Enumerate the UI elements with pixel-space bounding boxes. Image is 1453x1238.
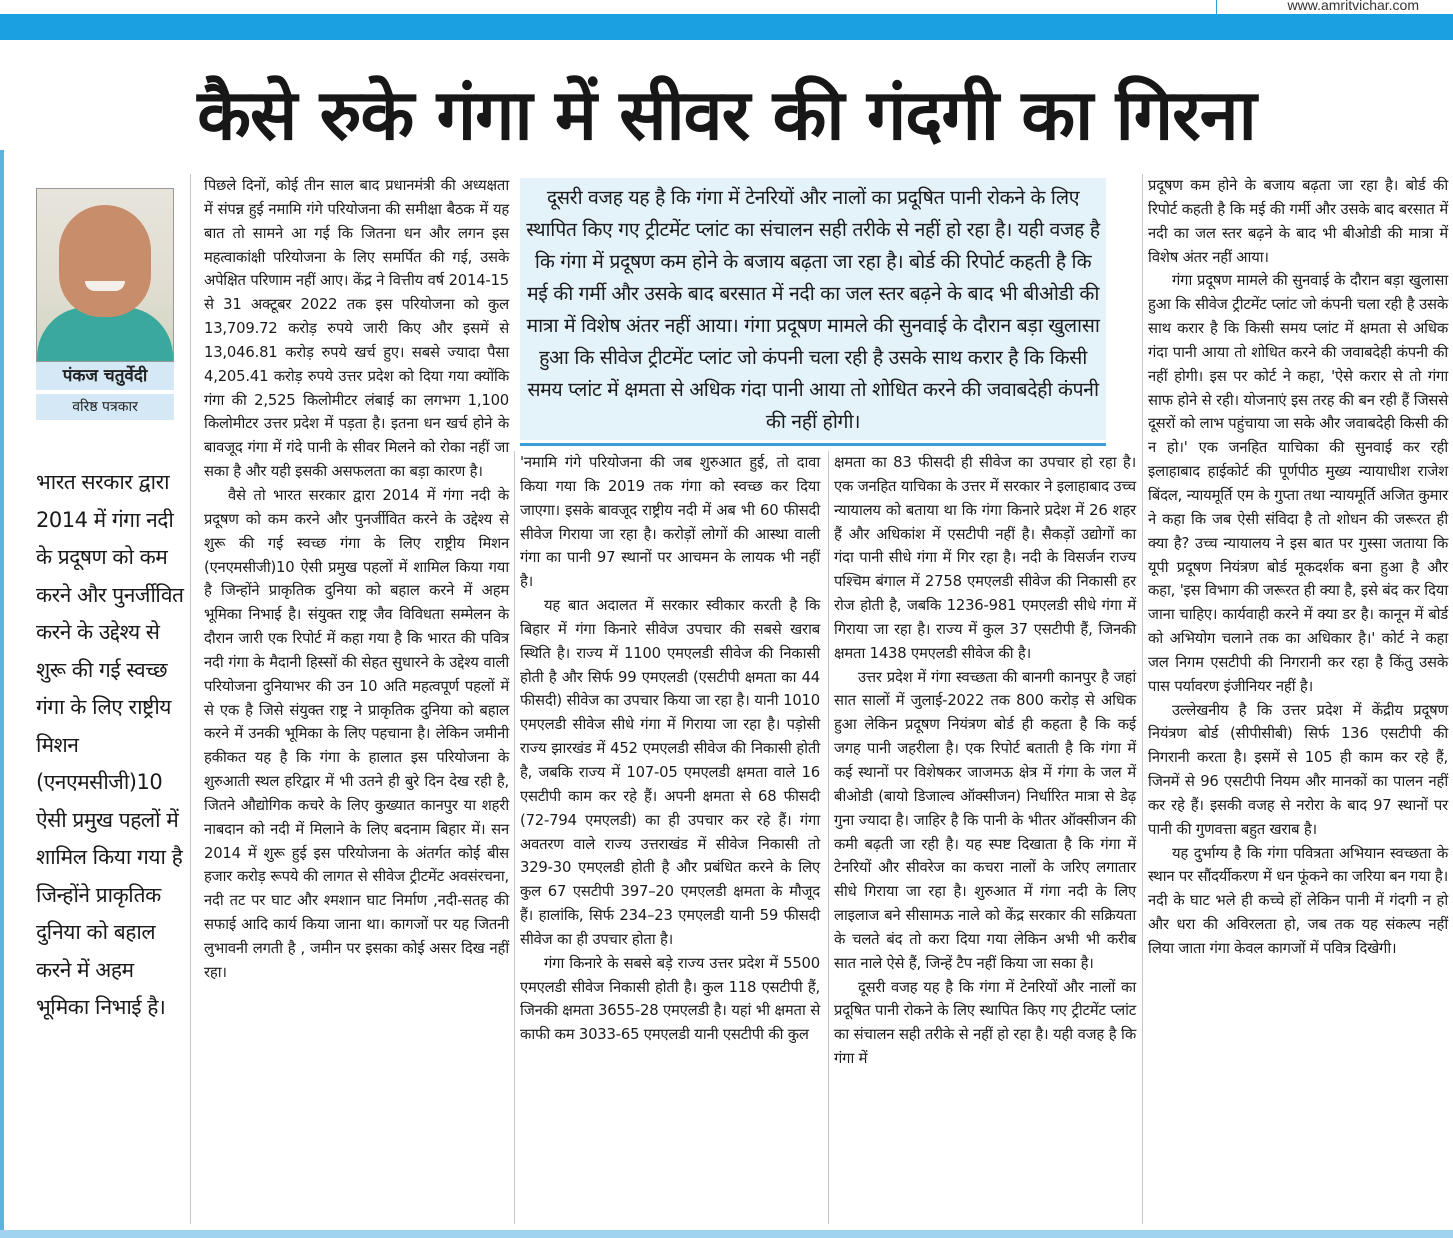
paragraph: वैसे तो भारत सरकार द्वारा 2014 में गंगा नदी के प्रदूषण को कम करने और पुनर्जीवित करने के उद्देश्य से शुरू की गई स्वच्छ गंगा के लिए राष्ट्रीय मिशन (एनएमसीजी)10 ऐसी प्रमुख पहलों में शामिल किया गया है जिन्होंने प्राकृतिक दुनिया को बहाल करने में अहम भूमिका निभाई है। संयुक्त राष्ट्र जैव विविधता सम्मेलन के दौरान जारी एक रिपोर्ट में कहा गया है कि भारत की पवित्र नदी गंगा के मैदानी हिस्सों की सेहत सुधारने के उद्देश्य वाली परियोजना दुनियाभर की उन 10 अति महत्वपूर्ण पहलों में से एक है जिसे संयुक्त राष्ट्र ने प्राकृतिक दुनिया को बहाल करने में उनकी भूमिका के लिए पहचाना है। लेकिन जमीनी हकीकत यह है कि गंगा के हालात इस परियोजना के शुरुआती स्थल हरिद्वार में भी उतने ही बुरे दिन देख रही है, जितने औद्योगिक कचरे के लिए कुख्यात कानपुर या शहरी नाबदान को नदी में मिलाने के लिए बदनाम बिहार में। सन 2014 में शुरू हुई इस परियोजना के अंतर्गत कोई बीस हजार करोड़ रूपये की लागत से सीवेज ट्रीटमेंट अवसंरचना, नदी तट पर घाट और श्मशान घाट निर्माण ,नदी-सतह की सफाई आदि कार्य किया जाना था। कागजों पर यह जितनी लुभावनी लगती है , जमीन पर इसका कोई असर दिख नहीं रहा। bbox=[204, 486, 509, 981]
site-url[interactable]: www.amritvichar.com bbox=[1287, 0, 1419, 13]
paragraph: यह दुर्भाग्य है कि गंगा पवित्रता अभियान स्वच्छता के स्थान पर सौंदर्यीकरण में धन फूंकने का जरिया बन गया है। नदी के घाट भले ही कच्चे हों लेकिन पानी में गंदगी न हो और धरा की अविरलता हो, जब तक यह संकल्प नहीं लिया जाता गंगा केवल कागजों में पवित्र दिखेगी। bbox=[1148, 844, 1448, 957]
column-divider bbox=[1142, 174, 1143, 1224]
paragraph: पिछले दिनों, कोई तीन साल बाद प्रधानमंत्री की अध्यक्षता में संपन्न हुई नमामि गंगे परियोजना की समीक्षा बैठक में यह बात तो सामने आ गई कि जितना धन और लगन इस महत्वाकांक्षी परियोजना के लिए समर्पित की गई, उसके अपेक्षित परिणाम नहीं आए। केंद्र ने वित्तीय वर्ष 2014-15 से 31 अक्टूबर 2022 तक इस परियोजना को कुल 13,709.72 करोड़ रुपये जारी किए और इसमें से 13,046.81 करोड़ रुपये खर्च हुए। सबसे ज्यादा पैसा 4,205.41 करोड़ रुपये उत्तर प्रदेश को दिया गया क्योंकि गंगा की 2,525 किलोमीटर लंबाई का लगभग 1,100 किलोमीटर उत्तर प्रदेश में पड़ता है। इतना धन खर्च होने के बावजूद गंगा में गंदे पानी के सीवर मिलने को रोका नहीं जा सका है और यही इसकी असफलता का बड़ा कारण है। bbox=[204, 177, 509, 481]
paragraph: 'नमामि गंगे परियोजना की जब शुरुआत हुई, तो दावा किया गया कि 2019 तक गंगा को स्वच्छ कर दिया जाएगा। इसके बावजूद राष्ट्रीय नदी में अब भी 60 फीसदी सीवेज गिराया जा रहा है। करोड़ों लोगों की आस्था वाली गंगा का पानी 97 स्थानों पर आचमन के लायक भी नहीं है। bbox=[520, 454, 820, 591]
footer-band bbox=[0, 1230, 1453, 1238]
column-divider bbox=[828, 451, 829, 1224]
column-divider bbox=[514, 451, 515, 1224]
page-edge-strip bbox=[0, 150, 4, 1238]
article-column-2 bbox=[520, 451, 820, 1047]
paragraph: गंगा प्रदूषण मामले की सुनवाई के दौरान बड़ा खुलासा हुआ कि सीवेज ट्रीटमेंट प्लांट जो कंपनी चला रही है उसके साथ करार है कि किसी समय प्लांट में क्षमता से अधिक गंदा पानी आया तो शोधित करने की जवाबदेही कंपनी की नहीं होगी। इस पर कोर्ट ने कहा, 'ऐसे करार से तो गंगा साफ होने से रही। योजनाएं इस तरह की बन रही हैं जिससे दूसरों को लाभ पहुंचाया जा सके और जवाबदेही किसी की न हो।' एक जनहित याचिका की सुनवाई कर रही इलाहाबाद हाईकोर्ट की पूर्णपीठ मुख्य न्यायाधीश राजेश बिंदल, न्यायमूर्ति एम के गुप्ता तथा न्यायमूर्ति अजित कुमार ने कहा कि जब ऐसी संविदा है तो शोधन की जरूरत ही क्या है? उच्च न्यायालय ने इस बात पर गुस्सा जताया कि यूपी प्रदूषण नियंत्रण बोर्ड मूकदर्शक बना हुआ है और कहा, 'इस विभाग की जरूरत ही क्या है, इसे बंद कर दिया जाना चाहिए। कार्यवाही करने में क्या डर है। कानून में बोर्ड को अभियोग चलाने तक का अधिकार है।' कोर्ट ने कहा जल निगम एसटीपी की निगरानी कर रहा है किंतु उसके पास पर्यावरण इंजीनियर नहीं है। bbox=[1148, 272, 1448, 695]
article-column-1 bbox=[204, 174, 509, 985]
box-pull-quote: दूसरी वजह यह है कि गंगा में टेनरियों और नालों का प्रदूषित पानी रोकने के लिए स्थापित किए गए ट्रीटमेंट प्लांट का संचालन सही तरीके से नहीं हो रहा है। यही वजह है कि गंगा में प्रदूषण कम होने के बजाय बढ़ता जा रहा है। बोर्ड की रिपोर्ट कहती है कि मई की गर्मी और उसके बाद बरसात में नदी का जल स्तर बढ़ने के बाद भी बीओडी की मात्रा में विशेष अंतर नहीं आया। गंगा प्रदूषण मामले की सुनवाई के दौरान बड़ा खुलासा हुआ कि सीवेज ट्रीटमेंट प्लांट जो कंपनी चला रही है उसके साथ करार है कि किसी समय प्लांट में क्षमता से अधिक गंदा पानी आया तो शोधित करने की जवाबदेही कंपनी की नहीं होगी। bbox=[520, 178, 1106, 440]
header-band bbox=[0, 14, 1453, 40]
side-pull-quote: भारत सरकार द्वारा 2014 में गंगा नदी के प्रदूषण को कम करने और पुनर्जीवित करने के उद्देश्य से शुरू की गई स्वच्छ गंगा के लिए राष्ट्रीय मिशन (एनएमसीजी)10 ऐसी प्रमुख पहलों में शामिल किया गया है जिन्होंने प्राकृतिक दुनिया को बहाल करने में अहम भूमिका निभाई है। bbox=[36, 470, 184, 1019]
article-headline: कैसे रुके गंगा में सीवर की गंदगी का गिरना bbox=[197, 74, 1256, 156]
pull-quote-rule bbox=[520, 443, 1106, 446]
author-smile bbox=[85, 281, 125, 291]
article-column-4 bbox=[1148, 174, 1448, 961]
author-name: पंकज चतुर्वेदी bbox=[36, 362, 174, 390]
paragraph: दूसरी वजह यह है कि गंगा में टेनरियों और नालों का प्रदूषित पानी रोकने के लिए स्थापित किए गए ट्रीटमेंट प्लांट का संचालन सही तरीके से नहीं हो रहा है। यही वजह है कि गंगा में bbox=[834, 978, 1136, 1068]
article-column-3 bbox=[834, 451, 1136, 1071]
author-designation: वरिष्ठ पत्रकार bbox=[36, 394, 174, 420]
author-photo bbox=[36, 188, 174, 362]
paragraph: यह बात अदालत में सरकार स्वीकार करती है कि बिहार में गंगा किनारे सीवेज उपचार की सबसे खराब स्थिति है। राज्य में 1100 एमएलडी सीवेज की निकासी होती है और सिर्फ 99 एमएलडी (एसटीपी क्षमता का 44 फीसदी) सीवेज का उपचार किया जा रहा है। यानी 1010 एमएलडी सीवेज सीधे गंगा में गिराया जा रहा है। पड़ोसी राज्य झारखंड में 452 एमएलडी सीवेज की निकासी होती है, जबकि राज्य में 107-05 एमएलडी क्षमता वाले 16 एसटीपी काम कर रहे हैं। अपनी क्षमता से 68 फीसदी (72-794 एमएलडी) का ही उपचार कर रहे हैं। गंगा अवतरण वाले राज्य उत्तराखंड में सीवेज निकासी तो 329-30 एमएलडी होती है और प्रबंधित करने के लिए कुल 67 एसटीपी 397–20 एमएलडी क्षमता के मौजूद हैं। हालांकि, सिर्फ 234–23 एमएलडी यानी 59 फीसदी सीवेज का ही उपचार होता है। bbox=[520, 597, 820, 948]
paragraph: क्षमता का 83 फीसदी ही सीवेज का उपचार हो रहा है। एक जनहित याचिका के उत्तर में सरकार ने इलाहाबाद उच्च न्यायालय को बताया था कि गंगा किनारे प्रदेश में 26 शहर हैं और अधिकांश में एसटीपी नहीं है। सैकड़ों उद्योगों का गंदा पानी सीधे गंगा में गिर रहा है। नदी के विसर्जन राज्य पश्चिम बंगाल में 2758 एमएलडी सीवेज की निकासी हर रोज होती है, जबकि 1236-981 एमएलडी सीधे गंगा में गिराया जा रहा है। राज्य में कुल 37 एसटीपी हैं, जिनकी क्षमता 1438 एमएलडी सीवेज की है। bbox=[834, 454, 1136, 662]
paragraph: गंगा किनारे के सबसे बड़े राज्य उत्तर प्रदेश में 5500 एमएलडी सीवेज निकासी होती है। कुल 118 एसटीपी हैं, जिनकी क्षमता 3655-28 एमएलडी है। यहां भी क्षमता से काफी कम 3033-65 एमएलडी यानी एसटीपी की कुल bbox=[520, 954, 820, 1044]
author-face bbox=[59, 205, 151, 317]
paragraph: उत्तर प्रदेश में गंगा स्वच्छता की बानगी कानपुर है जहां सात सालों में जुलाई-2022 तक 800 करोड़ से अधिक हुआ लेकिन प्रदूषण नियंत्रण बोर्ड ही कहता है कि कई जगह पानी जहरीला है। एक रिपोर्ट बताती है कि गंगा में कई स्थानों पर विशेषकर जाजमऊ क्षेत्र में गंगा के जल में बीओडी (बायो डिजाल्व ऑक्सीजन) निर्धारित मात्रा से डेढ़ गुना ज्यादा है। जाहिर है कि पानी के भीतर ऑक्सीजन की कमी बढ़ती जा रही है। यह स्पष्ट दिखाता है कि गंगा में टेनरियों और सीवरेज का कचरा नालों के जरिए लगातार सीधे गिराया जा रहा है। शुरुआत में गंगा नदी के लिए लाइलाज बने सीसामऊ नाले को केंद्र सरकार की सक्रियता के चलते बंद तो करा दिया गया लेकिन अभी भी करीब सात नाले ऐसे हैं, जिन्हें टैप नहीं किया जा सका है। bbox=[834, 668, 1136, 972]
column-divider bbox=[190, 174, 191, 1224]
paragraph: प्रदूषण कम होने के बजाय बढ़ता जा रहा है। बोर्ड की रिपोर्ट कहती है कि मई की गर्मी और उसके बाद बरसात में नदी का जल स्तर बढ़ने के बाद भी बीओडी की मात्रा में विशेष अंतर नहीं आया। bbox=[1148, 177, 1448, 266]
header-divider bbox=[1216, 0, 1217, 14]
paragraph: उल्लेखनीय है कि उत्तर प्रदेश में केंद्रीय प्रदूषण नियंत्रण बोर्ड (सीपीसीबी) सिर्फ 136 एसटीपी की निगरानी करता है। इसमें से 105 ही काम कर रहे हैं, जिनमें से 96 एसटीपी नियम और मानकों का पालन नहीं कर रहे हैं। इसकी वजह से नरोरा के बाद 97 स्थानों पर पानी की गुणवत्ता बहुत खराब है। bbox=[1148, 701, 1448, 838]
